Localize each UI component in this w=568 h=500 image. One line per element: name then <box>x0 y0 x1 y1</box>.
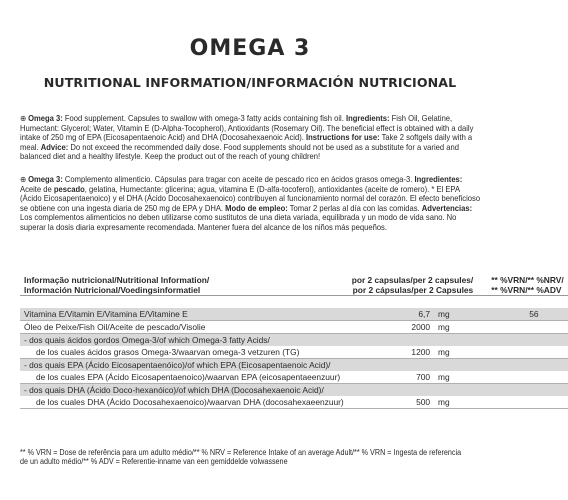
en-ingredients-label: Ingredients: <box>345 114 390 123</box>
row-nrv <box>477 396 567 409</box>
es-text-2: Aceite de <box>20 184 54 194</box>
es-usage-label: Modo de empleo: <box>225 203 288 213</box>
en-text-4: Do not exceed the recommended daily dose. Food supplements should not be used as a substitute for a varied and balanced diet and a healthy lifestyle. Keep the product out of the reach of young children! <box>20 142 459 162</box>
row-value: 500 <box>348 396 434 409</box>
es-product-name: Omega 3: <box>28 175 63 184</box>
product-title: OMEGA 3 <box>189 36 311 61</box>
header-per-line2: por 2 cápsulas/per 2 Capsules <box>352 284 474 295</box>
table-row <box>20 334 568 347</box>
header-nrv-line2: ** %VRN/** %ADV <box>491 284 562 295</box>
es-text-1: Complemento alimenticio. Cápsulas para tragar con aceite de pescado rico en ácidos grasos omega-3. <box>62 175 415 184</box>
uk-flag-icon: ⊕ <box>20 114 27 123</box>
table-spacer <box>20 296 568 309</box>
spanish-description <box>20 175 482 233</box>
spain-flag-icon: ⊕ <box>20 175 27 184</box>
row-nrv: 56 <box>477 308 567 321</box>
es-warnings-label: Advertencias: <box>421 203 473 213</box>
row-unit <box>434 359 477 372</box>
row-nrv <box>477 359 567 372</box>
en-text-2: Fish Oil, Gelatine, Humectant: Glycerol; Water, Vitamin E (D-Alpha-Tocopherol), Antioxidants (Rosemary Oil). The beneficial effect is obtained with a daily intake of 250 mg of EPA (Eicosapentaenoic Acid) and DHA (Docosahexaenoic Acid). <box>20 114 474 143</box>
es-allergen-fish: pescado <box>53 184 85 194</box>
row-unit: mg <box>434 396 477 409</box>
table-row <box>20 371 568 384</box>
row-label: de los cuales ácidos grasos Omega-3/waarvan omega-3 vetzuren (TG) <box>20 346 348 359</box>
es-ingredients-label: Ingredientes: <box>414 175 463 184</box>
en-product-name: Omega 3: <box>28 114 63 123</box>
row-unit: mg <box>434 371 477 384</box>
english-description <box>20 114 482 162</box>
table-row <box>20 384 568 397</box>
header-nrv <box>477 276 567 296</box>
row-nrv <box>477 321 567 334</box>
row-unit <box>434 334 477 347</box>
table-row <box>20 396 568 409</box>
es-text-5: Los complementos alimenticios no deben utilizarse como sustitutos de una dieta variada, equilibrada y un modo de vida sano. No superar la dosis diaria expresamente recomendada. Mantener fuera del alcance de los niños más pequeños. <box>20 213 457 232</box>
en-text-1: Food supplement. Capsules to swallow with omega-3 fatty acids containing fish oil. <box>62 114 346 123</box>
footnote-line2: de un adulto médio/** % ADV = Referentie-inname van een gemiddelde volwassene <box>20 457 288 466</box>
row-label: - dos quais EPA (Ácido Eicosapentaenóico)/of which EPA (Eicosapentaenoic Acid)/ <box>20 359 348 372</box>
header-info <box>20 276 348 296</box>
row-label: de los cuales EPA (Ácido Eicosapentaenoico)/waarvan EPA (eicosapentaeenzuur) <box>20 371 348 384</box>
table-row <box>20 321 568 334</box>
row-nrv <box>477 346 567 359</box>
row-value <box>348 334 434 347</box>
row-value: 2000 <box>348 321 434 334</box>
footnote <box>20 448 470 466</box>
row-nrv <box>477 384 567 397</box>
row-label: de los cuales DHA (Ácido Docosahexaenoico)/waarvan DHA (docosahexaeenzuur) <box>20 396 348 409</box>
footnote-line1: ** % VRN = Dose de referência para um adulto médio/** % NRV = Reference Intake of an average Adult/** % VRN = Ingesta de referencia <box>20 448 462 457</box>
es-text-4: Tomar 2 perlas al día con las comidas. <box>287 203 422 213</box>
es-text-3: , gelatina, Humectante: glicerina; agua, vitamina E (D-alfa-tocoferol), antioxidantes (aceite de romero). * El EPA (Ácido Eicosapentaenoico) y el DHA (Ácido Docosahexaenoico) contribuyen al funcionamiento normal del corazón. El efecto beneficioso se obtiene con una ingesta diaria de 250 mg de EPA y DHA. <box>20 184 481 213</box>
row-label: - dos quais ácidos gordos Omega-3/of which Omega-3 fatty Acids/ <box>20 334 348 347</box>
en-instructions-label: Instructions for use: <box>305 133 380 143</box>
row-unit: mg <box>434 346 477 359</box>
header-per-capsules <box>348 276 478 296</box>
table-header <box>20 276 568 296</box>
header-info-line2: Información Nutricional/Voedingsinformatiel <box>24 284 201 295</box>
table-row <box>20 346 568 359</box>
row-label: Óleo de Peixe/Fish Oil/Aceite de pescado/Visolie <box>20 321 348 334</box>
row-label: Vitamina E/Vitamin E/Vitamina E/Vitamine E <box>20 308 348 321</box>
row-value <box>348 384 434 397</box>
row-unit: mg <box>434 308 477 321</box>
row-value: 700 <box>348 371 434 384</box>
row-unit <box>434 384 477 397</box>
row-value: 6,7 <box>348 308 434 321</box>
table-row <box>20 359 568 372</box>
row-nrv <box>477 334 567 347</box>
en-text-3: Take 2 softgels daily with a meal. <box>20 133 473 152</box>
row-value <box>348 359 434 372</box>
nutrition-heading: NUTRITIONAL INFORMATION/INFORMACIÓN NUTRICIONAL <box>43 75 457 90</box>
header-per-line1: por 2 capsulas/per 2 capsules/ <box>351 275 474 285</box>
row-nrv <box>477 371 567 384</box>
table-row <box>20 308 568 321</box>
row-value: 1200 <box>348 346 434 359</box>
row-label: - dos quais DHA (Ácido Doco-hexanóico)/of which DHA (Docosahexaenoic Acid)/ <box>20 384 348 397</box>
en-advice-label: Advice: <box>40 142 69 152</box>
nutrition-table <box>20 276 568 409</box>
header-info-line1: Informação nutricional/Nutritional Information/ <box>24 275 210 285</box>
header-nrv-line1: ** %VRN/** %NRV/ <box>491 275 564 285</box>
row-unit: mg <box>434 321 477 334</box>
